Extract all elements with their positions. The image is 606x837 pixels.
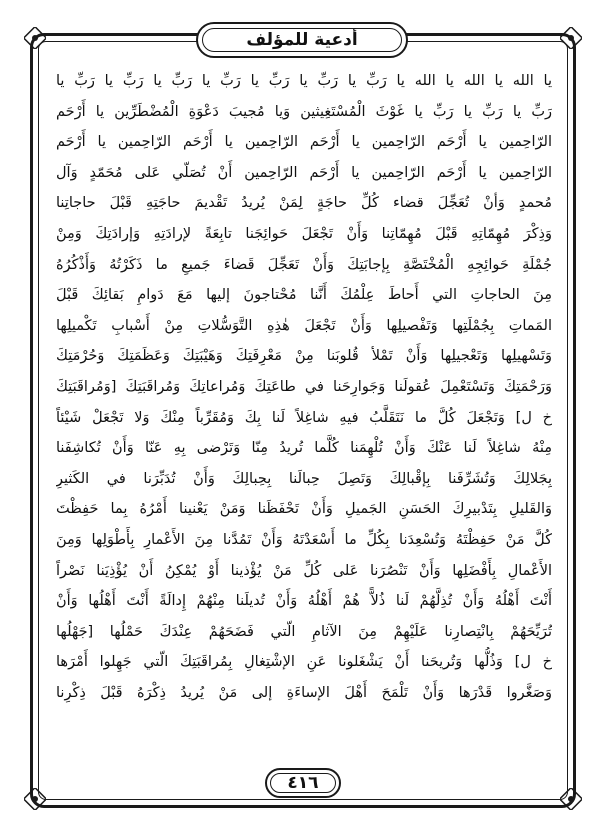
text-line: خ ل] وَذُلُّها وَتُريحَنا أَنْ يَشْغَلونا عَنِ الإشْتِغالِ بِمُراقَبَتِكَ الّتي جَهِلوا أَمْرَها — [56, 654, 552, 671]
prayer-text — [56, 66, 552, 708]
text-line: الأَعْمالِ بِأَفْضَلِها وَأَنْ تَنْصُرَنا عَلى كُلِّ مَنْ يُؤْذينا أَوْ يُمْكِنُ أَنْ يُؤْذِيَنا نَصْراً — [56, 562, 552, 579]
text-line: وَالقَليلِ بِتَدْبيرِكَ الحَسَنِ الجَميلِ وَأَنْ تَحْفَظَنا وَمَنْ يَعْنينا أَمْرُهُ بِما حَفِظْتَ — [56, 501, 552, 518]
text-line: أَنْتَ أَهْلُهُ وَأَنْ تُذِلَّهُمْ لَنا ذُلاًّ هُمْ أَهْلُهُ وَأَنْ تُديلَنا مِنْهُمْ إِدالَةً أَنْتَ أَهْلُها وَأَنْ — [56, 593, 552, 610]
text-line: مِنَ الحاجاتِ التي أَحاطَ عِلْمُكَ أَنَّنا مُحْتاجونَ إليها مَعَ دَوامِ بَقائِكَ قَبْلَ — [56, 287, 552, 304]
corner-ornament-icon — [560, 27, 582, 49]
text-line: بِجَلالِكَ وَتُشَرِّفَنا بِإقْبالِكَ وَتَصِلَ حِبالَنا بِحِبالِكَ وَأَنْ تُدَبِّرَنا في الكَثيرِ — [56, 470, 552, 487]
text-line: يا الله يا الله يا الله يا رَبِّ يا رَبِّ يا رَبِّ يا رَبِّ يا رَبِّ يا رَبِّ يا رَبِّ يا — [56, 73, 552, 89]
text-line: المَماتِ بِجُمْلَتِها وَتَفْصيلِها وَأَنْ تَجْعَلَ هٰذِهِ التَّوَسُّلاتِ مِنْ أَسْبابِ تَكْميلِها — [56, 317, 552, 334]
page-number-box — [265, 768, 341, 798]
page-title: أدعية للمؤلف — [246, 30, 358, 50]
text-line: وَتَسْهيلِها وَتَعْجيلِها وَأَنْ تَمْلأ قُلوبَنا مِنْ مَعْرِفَتِكَ وَهَيْبَتِكَ وَعَظَمَتِكَ وَحُرْمَتِكَ — [56, 348, 552, 365]
corner-ornament-icon — [24, 27, 46, 49]
text-line: مِنْهُ شاغِلاً لَنا عَنْكَ وَأَنْ تُلْهِمَنا كُلَّما تُريدُ مِنّا وَتَرْضى بِهِ عَنّا وَأَنْ تُكاشِفَنا — [56, 440, 552, 457]
header-title-box — [196, 22, 408, 58]
text-line: كُلَّ مَنْ حَفِظْتَهُ وَتُسْعِدَنا بِكُلِّ ما أَسْعَدْتَهُ وَأَنْ تَمُدَّنا مِنَ الأَعْمارِ بِأَطْوَلِها وَمِنَ — [56, 531, 552, 548]
text-line: خ ل] وَتَجْعَلَ كُلَّ ما نَتَقَلَّبُ فيهِ شاغِلاً لَنا بِكَ وَمُقَرِّباً مِنْكَ وَلا تَجْعَلْ شَيْئاً — [56, 409, 552, 426]
corner-ornament-icon — [560, 788, 582, 810]
text-line: جُمْلَةِ حَوائِجِهِ الْمُخْتَصَّةِ بِإجابَتِكَ وَأَنْ تَعَجِّلَ قَضاءَ جَميعِ ما ذَكَرْتُهُ وَأَذْكُرُهُ — [56, 256, 552, 273]
text-line: وَرَحْمَتِكَ وَتَسْتَعْمِلَ عُقولَنا وَجَوارِحَنا في طاعَتِكَ وَمُراعاتِكَ وَمُراقَبَتِكَ [وَمُراقَبَتِكَ — [56, 378, 552, 395]
page-number: ٤١٦ — [287, 773, 319, 793]
text-line: الرّاحِمين يا أَرْحَم الرّاحِمين يا أَرْحَم الرّاحِمين يا أَرْحَم الرّاحِمين يا أَرْحَم — [56, 134, 552, 151]
text-line: مُحمدٍ وَأنْ تُعَجِّلَ قضاء كُلِّ حاجَةٍ لِمَنْ يُريدُ تَقْديمَ حاجَتِهِ قَبْلَ حاجاتِنا — [56, 195, 552, 212]
text-line: وَذِكْرَ مُهِمّاتِهِ قَبْلَ مُهِمّاتِنا وَأَنْ تَجْعَلَ حَوائِجَنا تابِعَةً لإرادَتِهِ وَإرادَتِكَ وَمِنْ — [56, 225, 552, 242]
text-line: وَصَغَّروا قَدْرَها وَأَنْ تَلْمَحَ أَهْلَ الإساءَةِ إلى مَنْ يُريدُ ذِكْرَهُ قَبْلَ ذِكْرِنا — [56, 684, 552, 701]
text-line: تُرَيِّحَهُمْ بِانْتِصارِنا عَلَيْهِمْ مِنَ الآثامِ الّتي فَضَحَهُمْ عِنْدَكَ حَمْلُها [جَهْلُها — [56, 623, 552, 640]
text-line: رَبِّ يا رَبِّ يا رَبِّ يا غَوْثَ الْمُسْتَغِيثين وَيا مُجيبَ دَعْوَةِ الْمُضْطَرِّين يا أَرْحَم — [56, 103, 552, 120]
corner-ornament-icon — [24, 788, 46, 810]
text-line: الرّاحِمين يا أَرْحَم الرّاحِمين يا أَرْحَم الرّاحِمين أَنْ تُصَلّي عَلى مُحَمّدٍ وَآل — [56, 164, 552, 181]
